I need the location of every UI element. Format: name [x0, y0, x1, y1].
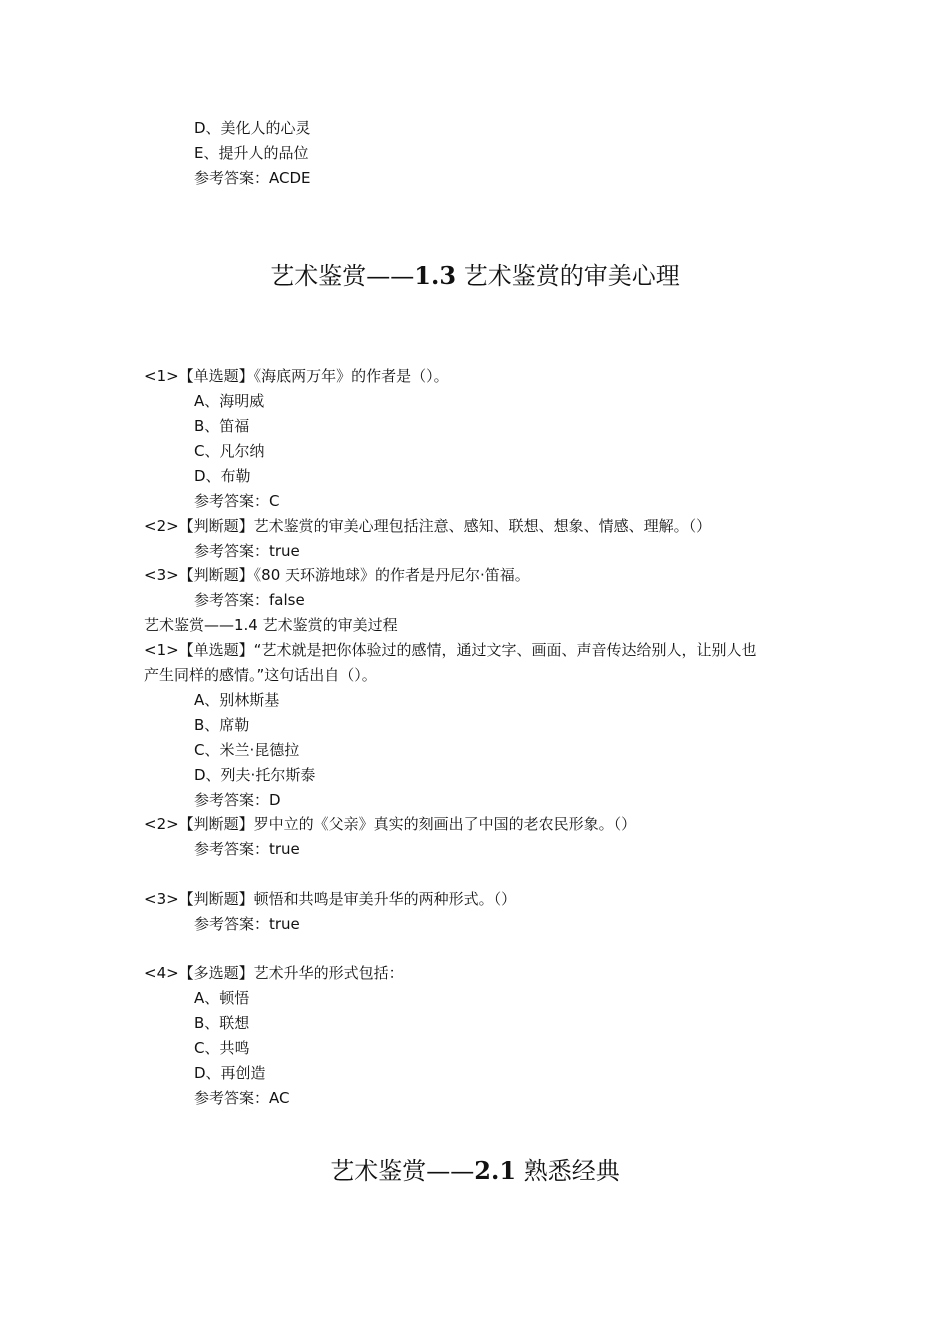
answer-text: 参考答案：true — [194, 840, 300, 858]
heading-number: 1.3 — [414, 261, 457, 290]
option-text: D、布勒 — [194, 467, 251, 485]
answer-text: 参考答案：C — [194, 492, 280, 510]
question-text: <3>【判断题】顿悟和共鸣是审美升华的两种形式。（） — [144, 890, 517, 908]
option-text: B、席勒 — [194, 716, 250, 734]
option-text: A、顿悟 — [194, 989, 250, 1007]
option-text: A、别林斯基 — [194, 691, 280, 709]
option-text: D、美化人的心灵 — [194, 119, 311, 137]
question-text: <2>【判断题】罗中立的《父亲》真实的刻画出了中国的老农民形象。（） — [144, 815, 637, 833]
heading-number: 2.1 — [474, 1156, 517, 1185]
option-text: B、联想 — [194, 1014, 250, 1032]
question-text: <4>【多选题】艺术升华的形式包括： — [144, 964, 404, 982]
option-text: B、笛福 — [194, 417, 250, 435]
option-text: D、再创造 — [194, 1064, 266, 1082]
question-text: 产生同样的感情。”这句话出自（）。 — [144, 666, 377, 684]
option-text: C、凡尔纳 — [194, 442, 265, 460]
answer-text: 参考答案：true — [194, 542, 300, 560]
answer-text: 参考答案：true — [194, 915, 300, 933]
question-text: <3>【判断题】《80 天环游地球》的作者是丹尼尔·笛福。 — [144, 566, 530, 584]
heading-suffix: 熟悉经典 — [516, 1157, 620, 1185]
option-text: A、海明威 — [194, 392, 265, 410]
section-heading — [0, 260, 950, 292]
option-text: C、共鸣 — [194, 1039, 250, 1057]
heading-suffix: 艺术鉴赏的审美心理 — [456, 262, 680, 290]
subsection-heading: 艺术鉴赏——1.4 艺术鉴赏的审美过程 — [144, 616, 398, 634]
answer-text: 参考答案：false — [194, 591, 305, 609]
option-text: E、提升人的品位 — [194, 144, 309, 162]
answer-text: 参考答案：AC — [194, 1089, 290, 1107]
question-text: <1>【单选题】《海底两万年》的作者是（）。 — [144, 367, 449, 385]
option-text: C、米兰·昆德拉 — [194, 741, 300, 759]
heading-prefix: 艺术鉴赏—— — [330, 1157, 475, 1185]
question-text: <1>【单选题】“艺术就是把你体验过的感情，通过文字、画面、声音传达给别人，让别人也 — [144, 641, 757, 659]
answer-text: 参考答案：D — [194, 791, 281, 809]
answer-text: 参考答案：ACDE — [194, 169, 311, 187]
option-text: D、列夫·托尔斯泰 — [194, 766, 316, 784]
section-heading — [0, 1155, 950, 1187]
heading-prefix: 艺术鉴赏—— — [270, 262, 415, 290]
question-text: <2>【判断题】艺术鉴赏的审美心理包括注意、感知、联想、想象、情感、理解。（） — [144, 517, 712, 535]
